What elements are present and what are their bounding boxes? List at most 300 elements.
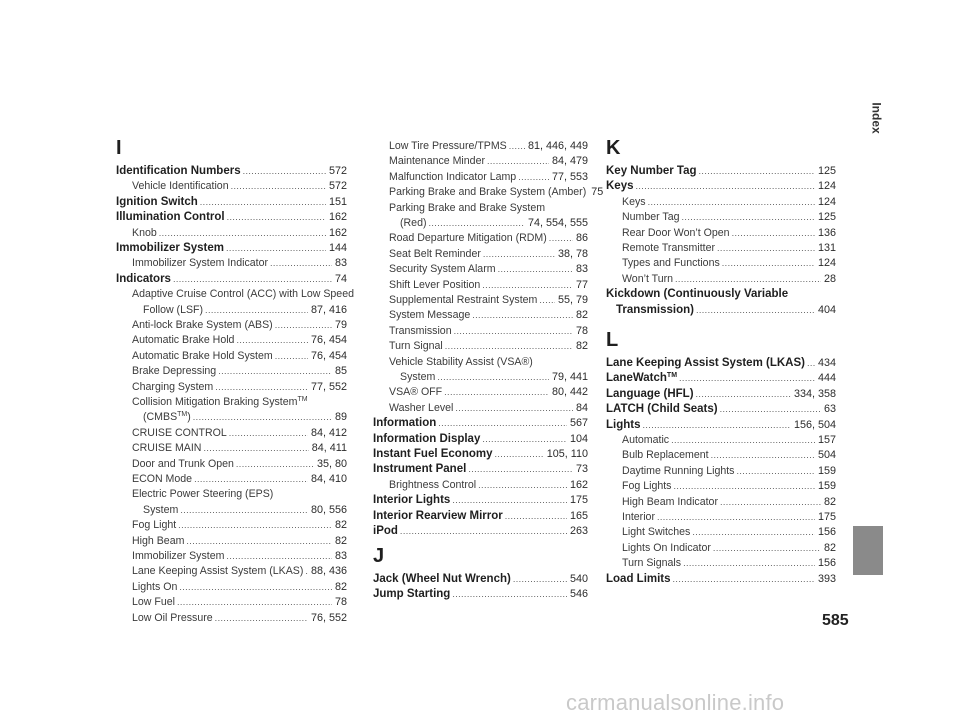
entry-label: VSA® OFF: [389, 386, 443, 399]
index-subentry: [389, 339, 588, 353]
entry-label: Won’t Turn: [622, 272, 674, 285]
section-letter-k: K: [606, 137, 621, 159]
entry-label: Maintenance Minder: [389, 155, 485, 168]
index-entry: [373, 462, 588, 476]
page-reference[interactable]: 81, 446, 449: [527, 140, 588, 152]
dot-leader: [498, 262, 573, 276]
dot-leader: [468, 462, 573, 476]
entry-label: System: [143, 503, 179, 516]
page-reference[interactable]: 175: [569, 494, 588, 507]
entry-label: Remote Transmitter: [622, 242, 716, 254]
entry-label: Key Number Tag: [606, 165, 697, 177]
index-subentry: [132, 611, 347, 625]
page-reference[interactable]: 82: [823, 541, 836, 554]
page-reference[interactable]: 131: [817, 242, 836, 254]
index-side-tab[interactable]: [853, 78, 883, 158]
page-reference[interactable]: 88, 436: [310, 565, 347, 578]
page-reference[interactable]: 75: [591, 186, 604, 199]
page-reference[interactable]: 165: [569, 509, 588, 522]
index-subentry: [132, 580, 347, 594]
index-subentry: [389, 478, 588, 492]
page-reference[interactable]: 89: [334, 411, 347, 424]
dot-leader: [226, 241, 326, 255]
page-reference[interactable]: 162: [328, 211, 347, 224]
dot-leader: [472, 308, 573, 322]
entry-label: Lights On: [132, 580, 178, 593]
dot-leader: [482, 278, 573, 292]
index-subentry: [622, 464, 836, 478]
entry-label: Collision Mitigation Braking System: [132, 396, 298, 408]
dot-leader: [270, 256, 332, 270]
index-entry: [373, 572, 588, 586]
dot-leader: [505, 509, 567, 523]
index-subentry: [389, 401, 588, 415]
page-reference[interactable]: 567: [569, 417, 588, 430]
entry-label: Immobilizer System Indicator: [132, 257, 268, 270]
entry-label: Jack (Wheel Nut Wrench): [373, 573, 511, 585]
dot-leader: [673, 479, 815, 493]
entry-label: Types and Functions: [622, 257, 720, 270]
page-reference[interactable]: 84, 411: [311, 442, 347, 455]
dot-leader: [671, 433, 815, 447]
index-subentry: [622, 272, 836, 286]
page-reference[interactable]: 83: [334, 257, 347, 270]
entry-label: Brightness Control: [389, 478, 477, 491]
page-reference[interactable]: 159: [817, 464, 836, 477]
entry-label: Vehicle Stability Assist (VSA®): [389, 355, 533, 368]
entry-label: Fog Lights: [622, 480, 672, 493]
entry-label: Parking Brake and Brake System (Amber): [389, 186, 587, 199]
index-entry: [373, 524, 588, 538]
dot-leader: [455, 401, 573, 415]
index-subentry: [389, 139, 588, 153]
entry-label: Lane Keeping Assist System (LKAS): [606, 357, 805, 369]
page-reference[interactable]: 393: [817, 572, 836, 585]
page-reference[interactable]: 84, 479: [551, 155, 588, 168]
page-reference[interactable]: 77: [575, 278, 588, 291]
page-reference[interactable]: 104: [569, 432, 588, 445]
entry-label: Road Departure Mitigation (RDM): [389, 232, 547, 245]
page-reference[interactable]: 82: [575, 340, 588, 353]
page-reference[interactable]: 76, 454: [310, 349, 347, 362]
index-subentry: [132, 534, 347, 548]
dot-leader: [482, 432, 567, 446]
dot-leader: [487, 154, 549, 168]
dot-leader: [452, 587, 567, 601]
index-entry: [606, 418, 836, 432]
dot-leader: [648, 195, 815, 209]
entry-label-suffix: ): [187, 411, 191, 424]
page-reference[interactable]: 572: [328, 180, 347, 193]
entry-label: Bulb Replacement: [622, 449, 709, 462]
dot-leader: [643, 418, 791, 432]
index-subentry: [622, 525, 836, 539]
entry-label: Shift Lever Position: [389, 278, 481, 291]
index-subentry: [132, 287, 354, 301]
entry-label: System: [400, 371, 436, 383]
page-reference[interactable]: 63: [823, 403, 836, 416]
entry-label: Low Fuel: [132, 596, 175, 609]
page-reference[interactable]: 86: [575, 232, 588, 245]
page-reference[interactable]: 157: [817, 434, 836, 446]
dot-leader: [683, 556, 815, 570]
entry-label: Immobilizer System: [116, 242, 225, 254]
entry-label: Instrument Panel: [373, 463, 467, 476]
index-subentry: [622, 433, 836, 447]
page-reference[interactable]: 76, 552: [310, 611, 347, 624]
entry-label: Rear Door Won’t Open: [622, 226, 730, 239]
section-letter-l: L: [606, 329, 619, 351]
dot-leader: [229, 426, 308, 440]
page-reference[interactable]: 28: [823, 272, 836, 285]
section-tab-marker: [853, 526, 883, 575]
index-subentry: [132, 472, 347, 486]
dot-leader: [682, 210, 815, 224]
entry-label: Automatic Brake Hold System: [132, 349, 273, 362]
entry-label: Vehicle Identification: [132, 180, 229, 193]
dot-leader: [186, 534, 332, 548]
dot-leader: [673, 572, 815, 586]
page-reference[interactable]: 55, 79: [557, 294, 588, 306]
page-reference[interactable]: 80, 556: [310, 503, 347, 516]
index-subentry: [389, 247, 588, 261]
index-subentry: [132, 487, 347, 501]
dot-leader: [679, 371, 815, 385]
dot-leader: [675, 272, 821, 286]
watermark: carmanualsonline.info: [566, 690, 785, 715]
dot-leader: [205, 303, 308, 317]
index-subentry: [132, 226, 347, 240]
page-reference[interactable]: 546: [569, 588, 588, 601]
index-subentry: [132, 349, 347, 363]
index-subentry: [389, 324, 588, 338]
page-reference[interactable]: 82: [823, 495, 836, 508]
index-entry: [606, 356, 836, 370]
page-reference[interactable]: 504: [817, 449, 836, 462]
dot-leader: [720, 495, 821, 509]
entry-label: Supplemental Restraint System: [389, 294, 538, 306]
entry-label: High Beam: [132, 534, 185, 547]
entry-label: Interior: [622, 511, 655, 523]
page-reference[interactable]: 77, 552: [310, 380, 347, 393]
index-subentry: [622, 479, 836, 493]
entry-label: Electric Power Steering (EPS): [132, 488, 274, 501]
page-reference[interactable]: 105, 110: [546, 448, 588, 460]
entry-label: Lane Keeping Assist System (LKAS): [132, 565, 304, 578]
page-reference[interactable]: 82: [334, 580, 347, 593]
index-subentry: [389, 262, 588, 276]
index-entry: [616, 303, 836, 317]
page-reference[interactable]: 79, 441: [551, 371, 588, 383]
entry-label: Malfunction Indicator Lamp: [389, 170, 517, 183]
index-entry: [606, 387, 836, 401]
dot-leader: [549, 231, 573, 245]
page-reference[interactable]: 334, 358: [793, 387, 836, 400]
page-reference[interactable]: 87, 416: [310, 303, 347, 316]
entry-label: Door and Trunk Open: [132, 457, 234, 470]
index-subentry: [132, 333, 347, 347]
dot-leader: [717, 241, 815, 255]
index-entry: [373, 493, 588, 507]
page-reference[interactable]: 78: [334, 596, 347, 609]
index-subentry: [622, 556, 836, 570]
page-reference[interactable]: 82: [334, 534, 347, 547]
entry-label: Transmission): [616, 303, 694, 316]
page-reference[interactable]: 84: [575, 401, 588, 414]
index-subentry: [400, 370, 588, 384]
dot-leader: [636, 179, 815, 193]
page-reference[interactable]: 78: [575, 324, 588, 337]
entry-label: Language (HFL): [606, 387, 694, 400]
dot-leader: [513, 572, 567, 586]
index-subentry: [132, 564, 347, 578]
index-subentry: [132, 518, 347, 532]
index-subentry: [622, 241, 836, 255]
entry-label: Follow (LSF): [143, 303, 204, 316]
dot-leader: [227, 210, 326, 224]
dot-leader: [275, 349, 308, 363]
entry-label: Instant Fuel Economy: [373, 448, 493, 460]
index-entry: [373, 416, 588, 430]
page-reference[interactable]: 77, 553: [551, 170, 588, 183]
dot-leader: [713, 541, 821, 555]
index-subentry: [389, 385, 588, 399]
section-letter-i: I: [116, 137, 122, 159]
entry-label: Knob: [132, 226, 157, 239]
page-reference[interactable]: 124: [817, 195, 836, 208]
index-subentry: [389, 293, 588, 307]
page-reference[interactable]: 84, 410: [310, 473, 347, 485]
dot-leader: [159, 226, 326, 240]
page-reference[interactable]: 79: [334, 319, 347, 331]
page-reference[interactable]: 434: [817, 357, 836, 369]
entry-label: Washer Level: [389, 401, 454, 414]
entry-label: Low Oil Pressure: [132, 611, 213, 624]
entry-label: Turn Signal: [389, 340, 443, 353]
dot-leader: [539, 293, 555, 307]
page-reference[interactable]: 76, 454: [310, 334, 347, 347]
page-reference[interactable]: 156: [817, 526, 836, 539]
entry-label: Fog Light: [132, 519, 177, 532]
dot-leader: [483, 247, 555, 261]
page-reference[interactable]: 125: [817, 211, 836, 224]
entry-label: Indicators: [116, 272, 171, 285]
dot-leader: [215, 611, 308, 625]
index-subentry: Collision Mitigation Braking System ™: [132, 396, 308, 408]
entry-label: LATCH (Child Seats): [606, 403, 718, 416]
page-reference[interactable]: 125: [817, 165, 836, 177]
entry-label: ECON Mode: [132, 473, 193, 485]
dot-leader: [203, 441, 308, 455]
entry-label: Ignition Switch: [116, 195, 198, 208]
index-subentry: [389, 201, 588, 215]
index-entry: [116, 241, 347, 255]
page-reference[interactable]: 82: [575, 309, 588, 322]
dot-leader: [236, 457, 314, 471]
index-entry: [116, 210, 347, 224]
page-reference[interactable]: 175: [817, 511, 836, 523]
index-subentry: [132, 256, 347, 270]
index-subentry: [389, 154, 588, 168]
dot-leader: [275, 318, 332, 332]
entry-label: CRUISE CONTROL: [132, 426, 227, 439]
dot-leader: [231, 179, 326, 193]
index-subentry: [132, 380, 347, 394]
entry-label: CRUISE MAIN: [132, 442, 202, 455]
entry-label: Lights: [606, 418, 641, 431]
page-reference[interactable]: 263: [569, 525, 588, 537]
page-reference[interactable]: 444: [817, 372, 836, 385]
entry-label: Security System Alarm: [389, 263, 496, 276]
page-reference[interactable]: 151: [328, 195, 347, 208]
dot-leader: [179, 580, 332, 594]
dot-leader: [226, 549, 332, 563]
dot-leader: [807, 356, 815, 370]
page-reference[interactable]: 136: [817, 226, 836, 239]
page-reference[interactable]: 83: [334, 550, 347, 562]
index-subentry: [389, 355, 588, 369]
page-reference[interactable]: 159: [817, 480, 836, 493]
entry-label: iPod: [373, 525, 398, 537]
index-subentry: [132, 364, 347, 378]
dot-leader: [218, 364, 332, 378]
dot-leader: [657, 510, 815, 524]
index-entry: [373, 432, 588, 446]
page-reference[interactable]: 162: [328, 226, 347, 239]
index-entry: [606, 287, 836, 301]
entry-label: Illumination Control: [116, 211, 225, 224]
page-reference[interactable]: 35, 80: [316, 457, 347, 470]
index-subentry: [622, 495, 836, 509]
dot-leader: [437, 370, 549, 384]
entry-label: Information: [373, 417, 437, 430]
index-subentry: [132, 549, 347, 563]
index-subentry: [622, 210, 836, 224]
page-reference[interactable]: 84, 412: [310, 426, 347, 439]
dot-leader: [509, 139, 525, 153]
dot-leader: [400, 524, 567, 538]
entry-label: Daytime Running Lights: [622, 464, 735, 477]
page-reference[interactable]: 73: [575, 463, 588, 476]
dot-leader: [454, 324, 573, 338]
page-reference[interactable]: 124: [817, 180, 836, 193]
index-entry: LaneWatch ™ ..... 444: [606, 371, 836, 385]
entry-label: System Message: [389, 309, 471, 322]
page-reference[interactable]: 83: [575, 263, 588, 276]
dot-leader: [444, 385, 549, 399]
page-reference[interactable]: 156: [817, 557, 836, 570]
entry-label: Number Tag: [622, 211, 680, 224]
dot-leader: [438, 416, 567, 430]
page-number: 585: [822, 612, 849, 629]
index-subentry: [132, 595, 347, 609]
side-tab-label: Index: [869, 102, 884, 134]
dot-leader: [452, 493, 567, 507]
entry-label: Identification Numbers: [116, 165, 241, 177]
entry-label: Load Limits: [606, 572, 671, 585]
page-reference[interactable]: 404: [817, 303, 836, 316]
index-subentry: [622, 541, 836, 555]
dot-leader: [736, 464, 815, 478]
index-subentry: [132, 318, 347, 332]
index-subentry: [389, 185, 604, 199]
entry-label: Jump Starting: [373, 588, 451, 601]
page-reference[interactable]: 156, 504: [793, 418, 836, 431]
index-subentry: [132, 426, 347, 440]
dot-leader: [180, 503, 308, 517]
page-reference[interactable]: 82: [334, 519, 347, 532]
index-subentry: [622, 448, 836, 462]
page-reference[interactable]: 38, 78: [557, 247, 588, 260]
index-subentry: [389, 308, 588, 322]
dot-leader: [215, 380, 308, 394]
entry-label: Immobilizer System: [132, 550, 225, 562]
entry-label: Interior Lights: [373, 494, 451, 507]
page-reference[interactable]: 144: [328, 242, 347, 254]
index-subentry: [389, 278, 588, 292]
index-subentry: [622, 256, 836, 270]
entry-label: Seat Belt Reminder: [389, 247, 481, 260]
dot-leader: [177, 595, 332, 609]
dot-leader: [696, 387, 791, 401]
dot-leader: [243, 164, 326, 178]
page-reference[interactable]: 162: [569, 478, 588, 491]
entry-label: Lights On Indicator: [622, 541, 711, 554]
dot-leader: [699, 164, 815, 178]
dot-leader: [722, 256, 815, 270]
index-subentry: [132, 179, 347, 193]
index-subentry: [622, 510, 836, 524]
page-reference[interactable]: 572: [328, 165, 347, 177]
entry-label: Low Tire Pressure/TPMS: [389, 140, 507, 152]
page-reference[interactable]: 124: [817, 257, 836, 270]
index-subentry: [143, 303, 347, 317]
index-subentry: [143, 503, 347, 517]
index-entry: [606, 572, 836, 586]
entry-label: (Red): [400, 217, 427, 229]
entry-label: (CMBS: [143, 411, 178, 424]
index-entry: [373, 447, 588, 461]
dot-leader: [518, 170, 549, 184]
index-entry: [606, 164, 836, 178]
page-reference[interactable]: 74: [334, 272, 347, 285]
dot-leader: [732, 226, 815, 240]
index-subentry: [132, 457, 347, 471]
page-reference[interactable]: 85: [334, 365, 347, 378]
index-entry: [116, 195, 347, 209]
index-entry: [116, 164, 347, 178]
dot-leader: [178, 518, 332, 532]
page-reference[interactable]: 74, 554, 555: [527, 217, 588, 229]
dot-leader: [429, 216, 525, 230]
entry-label: Light Switches: [622, 526, 691, 539]
page-reference[interactable]: 540: [569, 573, 588, 585]
entry-label: Adaptive Cruise Control (ACC) with Low Speed: [132, 288, 354, 301]
dot-leader: [711, 448, 815, 462]
page-reference[interactable]: 80, 442: [551, 386, 588, 399]
dot-leader: [445, 339, 573, 353]
entry-label: Interior Rearview Mirror: [373, 509, 503, 522]
dot-leader: [696, 303, 815, 317]
entry-label: Parking Brake and Brake System: [389, 201, 546, 214]
section-letter-j: J: [373, 545, 385, 567]
index-subentry: [400, 216, 588, 230]
index-subentry: [132, 441, 347, 455]
index-subentry: [389, 170, 588, 184]
entry-label: Information Display: [373, 432, 481, 445]
entry-label: Brake Depressing: [132, 365, 217, 378]
entry-label: Turn Signals: [622, 557, 682, 570]
